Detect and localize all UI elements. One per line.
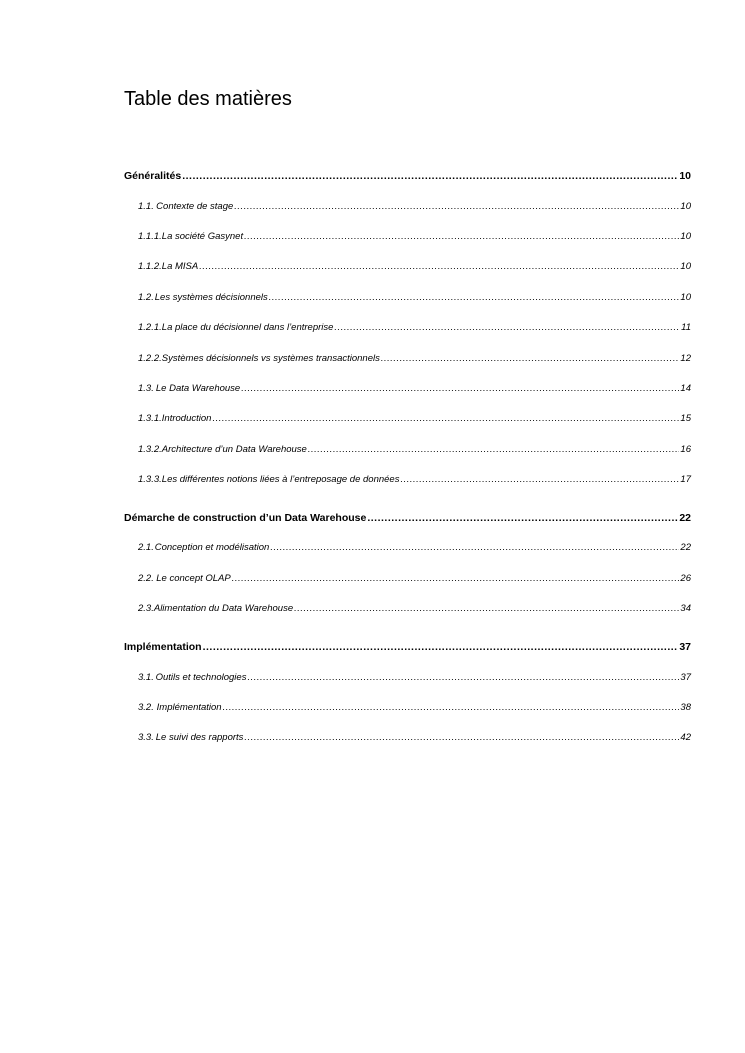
dot-leader (223, 702, 680, 713)
page-title: Table des matières (124, 88, 292, 110)
toc-section-number: 1.3.1. (138, 413, 162, 424)
toc-section-number: 2.2. (138, 573, 154, 584)
toc-entry-label: Systèmes décisionnels vs systèmes transactionnels (161, 353, 380, 364)
toc-page-number: 10 (680, 292, 691, 303)
toc-entry-label: La place du décisionnel dans l’entreprise (161, 322, 334, 333)
toc-entry-label: La société Gasynet (161, 231, 244, 242)
toc-page-number: 16 (680, 444, 691, 455)
toc-section-number: 3.1. (138, 672, 154, 683)
toc-page-number: 10 (680, 201, 691, 212)
toc-section-number: 1.3.2. (138, 444, 162, 455)
dot-leader (381, 353, 680, 364)
toc-entry-label: Introduction (161, 413, 212, 424)
dot-leader (234, 201, 679, 212)
toc-section-number: 1.3.3. (138, 474, 162, 485)
toc-section-entry[interactable] (124, 261, 691, 272)
dot-leader (203, 641, 679, 653)
toc-entry-label: Le suivi des rapports (155, 732, 244, 743)
toc-section-number: 1.1. (138, 201, 154, 212)
toc-section-entry[interactable] (124, 292, 691, 303)
toc-page-number: 37 (680, 672, 691, 683)
toc-section-entry[interactable] (124, 672, 691, 683)
toc-section-number: 1.1.2. (138, 261, 162, 272)
toc-section-number: 1.1.1. (138, 231, 162, 242)
toc-section-entry[interactable] (124, 353, 691, 364)
toc-section-entry[interactable] (124, 542, 691, 553)
dot-leader (294, 603, 679, 614)
toc-entry-label: La MISA (161, 261, 199, 272)
toc-entry-label: Les systèmes décisionnels (154, 292, 268, 303)
toc-page-number: 22 (679, 512, 691, 524)
toc-section-entry[interactable] (124, 603, 691, 614)
dot-leader (270, 542, 679, 553)
toc-section-number: 2.3. (138, 603, 154, 614)
toc-chapter-entry[interactable] (124, 170, 691, 182)
toc-entry-label: Implémentation (124, 641, 202, 653)
toc-page-number: 38 (680, 702, 691, 713)
dot-leader (244, 231, 679, 242)
dot-leader (367, 512, 678, 524)
toc-page-number: 12 (680, 353, 691, 364)
toc-entry-label: Outils et technologies (155, 672, 247, 683)
dot-leader (244, 732, 679, 743)
toc-section-entry[interactable] (124, 322, 691, 333)
toc-section-entry[interactable] (124, 383, 691, 394)
toc-page-number: 14 (680, 383, 691, 394)
toc-entry-label: Le Data Warehouse (155, 383, 241, 394)
toc-section-entry[interactable] (124, 474, 691, 485)
toc-page-number: 37 (679, 641, 691, 653)
toc-page-number: 11 (681, 322, 691, 333)
dot-leader (269, 292, 680, 303)
toc-page-number: 10 (680, 231, 691, 242)
toc-entry-label: Le concept OLAP (156, 573, 231, 584)
dot-leader (400, 474, 679, 485)
toc-chapter-entry[interactable] (124, 512, 691, 524)
toc-section-number: 1.2. (138, 292, 154, 303)
toc-entry-label: Les différentes notions liées à l’entreposage de données (161, 474, 400, 485)
dot-leader (212, 413, 679, 424)
toc-entry-label: Démarche de construction d’un Data Warehouse (124, 512, 367, 524)
toc-page-number: 17 (680, 474, 691, 485)
toc-page-number: 22 (680, 542, 691, 553)
toc-entry-label: Architecture d’un Data Warehouse (161, 444, 307, 455)
toc-page-number: 34 (680, 603, 691, 614)
toc-section-entry[interactable] (124, 444, 691, 455)
toc-section-number: 3.3. (138, 732, 154, 743)
toc-entry-label: Conception et modélisation (154, 542, 270, 553)
toc-entry-label: Alimentation du Data Warehouse (153, 603, 294, 614)
dot-leader (241, 383, 679, 394)
dot-leader (199, 261, 679, 272)
dot-leader (308, 444, 680, 455)
toc-page-number: 10 (680, 261, 691, 272)
toc-section-number: 1.2.2. (138, 353, 162, 364)
toc-page-number: 15 (680, 413, 691, 424)
toc-chapter-entry[interactable] (124, 641, 691, 653)
toc-section-entry[interactable] (124, 573, 691, 584)
toc-entry-label: Généralités (124, 170, 182, 182)
toc-entry-label: Implémentation (156, 702, 222, 713)
dot-leader (232, 573, 680, 584)
toc-section-number: 1.3. (138, 383, 154, 394)
toc-page-number: 10 (679, 170, 691, 182)
toc-section-entry[interactable] (124, 413, 691, 424)
toc-entry-label: Contexte de stage (156, 201, 234, 212)
toc-section-entry[interactable] (124, 201, 691, 212)
toc-section-entry[interactable] (124, 732, 691, 743)
dot-leader (334, 322, 680, 333)
toc-section-number: 1.2.1. (138, 322, 162, 333)
dot-leader (247, 672, 679, 683)
toc-section-entry[interactable] (124, 231, 691, 242)
toc-section-entry[interactable] (124, 702, 691, 713)
toc-page-number: 42 (680, 732, 691, 743)
toc-page-number: 26 (680, 573, 691, 584)
dot-leader (182, 170, 678, 182)
toc-section-number: 2.1. (138, 542, 154, 553)
toc-section-number: 3.2. (138, 702, 154, 713)
